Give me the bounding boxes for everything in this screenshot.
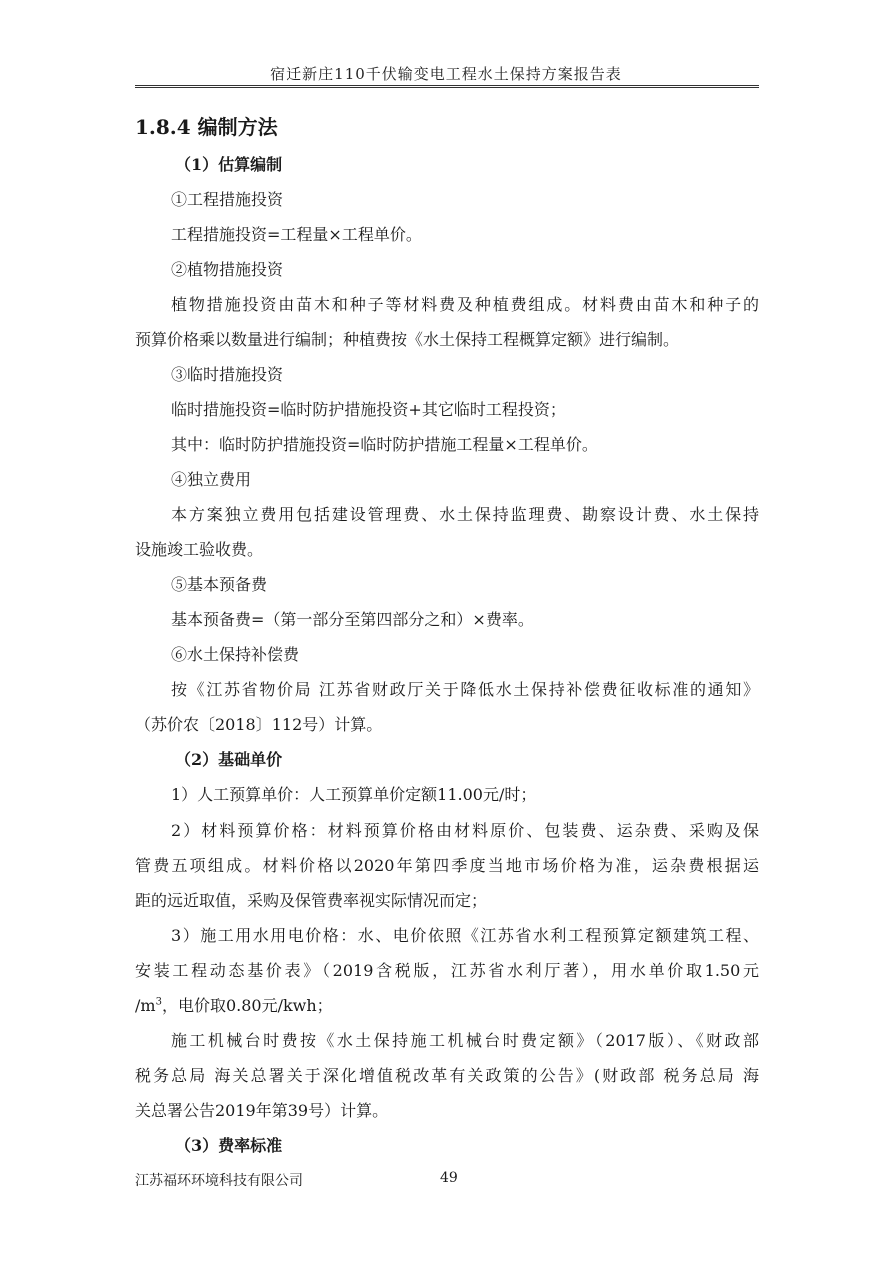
item-independent-text-line1: 本方案独立费用包括建设管理费、水土保持监理费、勘察设计费、水土保持 xyxy=(171,505,759,524)
material-price-line2: 管费五项组成。材料价格以2020年第四季度当地市场价格为准，运杂费根据运 xyxy=(135,856,759,875)
page-number: 49 xyxy=(440,1170,458,1186)
utility-price-line3 xyxy=(135,993,333,1016)
item-reserve-title: ⑤基本预备费 xyxy=(171,575,268,594)
subheading-base-price: （2）基础单价 xyxy=(175,750,283,769)
machinery-cost-line3: 关总署公告2019年第39号）计算。 xyxy=(135,1101,389,1120)
header-title: 宿迁新庄110千伏输变电工程水土保持方案报告表 xyxy=(270,65,622,83)
electricity-price-text: ，电价取0.80元/kwh； xyxy=(161,996,333,1015)
labor-price-text: 1）人工预算单价：人工预算单价定额11.00元/时； xyxy=(171,785,537,804)
item-engineering-text: 工程措施投资=工程量×工程单价。 xyxy=(171,225,422,244)
item-compensation-text-line2: （苏价农〔2018〕112号）计算。 xyxy=(135,715,383,734)
subheading-rate-standard: （3）费率标准 xyxy=(175,1136,283,1155)
item-independent-text-line2: 设施竣工验收费。 xyxy=(135,540,264,559)
machinery-cost-line2: 税务总局 海关总署关于深化增值税改革有关政策的公告》(财政部 税务总局 海 xyxy=(135,1066,759,1085)
item-plant-text-line1: 植物措施投资由苗木和种子等材料费及种植费组成。材料费由苗木和种子的 xyxy=(171,295,759,314)
item-temporary-text-line2: 其中：临时防护措施投资=临时防护措施工程量×工程单价。 xyxy=(171,435,598,454)
utility-price-line1: 3）施工用水用电价格：水、电价依照《江苏省水利工程预算定额建筑工程、 xyxy=(171,926,759,945)
section-heading: 1.8.4 编制方法 xyxy=(135,115,278,139)
footer-company-name: 江苏福环环境科技有限公司 xyxy=(135,1173,303,1189)
material-price-line1: 2）材料预算价格：材料预算价格由材料原价、包装费、运杂费、采购及保 xyxy=(171,821,759,840)
item-independent-title: ④独立费用 xyxy=(171,470,252,489)
utility-price-line2: 安装工程动态基价表》（2019含税版，江苏省水利厅著），用水单价取1.50元 xyxy=(135,961,759,980)
header-divider xyxy=(135,85,759,88)
item-engineering-title: ①工程措施投资 xyxy=(171,190,284,209)
item-compensation-title: ⑥水土保持补偿费 xyxy=(171,645,300,664)
water-unit-text: /m xyxy=(135,996,156,1015)
cubic-superscript: 3 xyxy=(155,996,162,1008)
item-plant-text-line2: 预算价格乘以数量进行编制；种植费按《水土保持工程概算定额》进行编制。 xyxy=(135,330,680,349)
item-temporary-title: ③临时措施投资 xyxy=(171,365,284,384)
item-compensation-text-line1: 按《江苏省物价局 江苏省财政厅关于降低水土保持补偿费征收标准的通知》 xyxy=(171,680,759,699)
subheading-estimate: （1）估算编制 xyxy=(175,155,283,174)
item-temporary-text-line1: 临时措施投资=临时防护措施投资+其它临时工程投资； xyxy=(171,400,566,419)
machinery-cost-line1: 施工机械台时费按《水土保持施工机械台时费定额》（2017版）、《财政部 xyxy=(171,1031,759,1050)
material-price-line3: 距的远近取值，采购及保管费率视实际情况而定； xyxy=(135,891,488,910)
item-reserve-text: 基本预备费=（第一部分至第四部分之和）×费率。 xyxy=(171,610,534,629)
item-plant-title: ②植物措施投资 xyxy=(171,260,284,279)
